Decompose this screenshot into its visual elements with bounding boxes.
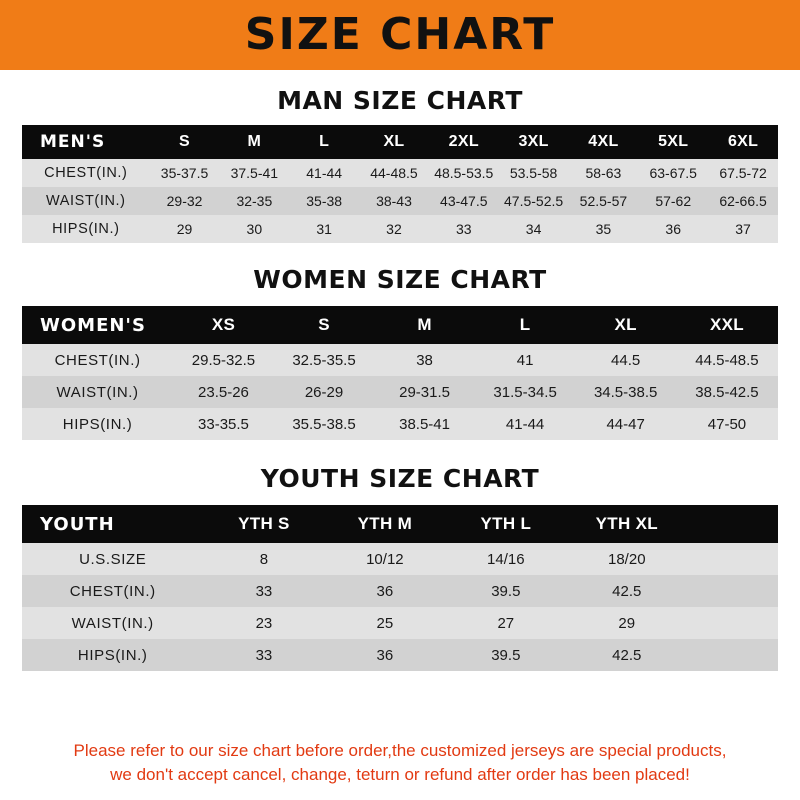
column-header: XS [211, 315, 236, 334]
table-cell: 52.5-57 [579, 193, 628, 209]
table-cell: 33 [255, 582, 273, 600]
table-cell: 31 [316, 221, 332, 237]
table-header-row [22, 306, 778, 344]
table-cell: 39.5 [491, 582, 521, 600]
column-header: 3XL [518, 133, 549, 150]
column-header: WOMEN'S [40, 314, 146, 336]
row-header: CHEST(IN.) [69, 582, 156, 600]
table-row [22, 408, 778, 440]
table-cell: 29 [176, 221, 193, 237]
table-cell: 29 [618, 614, 636, 632]
table-cell: 38.5-41 [399, 415, 450, 433]
youth-size-table [22, 505, 778, 671]
table-cell: 36 [665, 221, 681, 237]
table-cell: 41 [516, 351, 534, 369]
column-header: S [179, 133, 191, 150]
table-cell: 32 [386, 221, 402, 237]
footer-note-line-2: we don't accept cancel, change, teturn or refund after order has been placed! [110, 765, 690, 785]
column-header: YTH XL [595, 514, 658, 533]
table-row [22, 639, 778, 671]
table-cell: 35-38 [306, 193, 343, 209]
column-header: 2XL [448, 133, 479, 150]
table-cell: 67.5-72 [719, 165, 767, 181]
table-cell: 23.5-26 [198, 383, 249, 401]
column-header-spacer [687, 505, 778, 543]
table-cell: 53.5-58 [509, 165, 558, 181]
table-cell: 42.5 [612, 646, 642, 664]
table-cell: 42.5 [612, 582, 642, 600]
column-header: YTH M [357, 514, 413, 533]
table-cell: 23 [255, 614, 273, 632]
footer-note-line-1: Please refer to our size chart before order,the customized jerseys are special products, [73, 740, 727, 760]
table-cell: 44-47 [606, 415, 645, 433]
content-area [0, 70, 800, 800]
column-header: M [247, 133, 262, 150]
column-header: YTH L [480, 514, 532, 533]
page-banner [0, 0, 800, 70]
table-cell: 10/12 [366, 550, 404, 568]
table-cell-spacer [687, 607, 778, 639]
table-header-row [22, 125, 778, 159]
row-header: WAIST(IN.) [71, 614, 154, 632]
table-cell: 39.5 [491, 646, 521, 664]
column-header: XL [383, 133, 405, 150]
table-cell: 57-62 [655, 193, 692, 209]
table-cell: 29.5-32.5 [191, 351, 256, 369]
table-cell: 34 [525, 221, 542, 237]
column-header: 4XL [588, 133, 619, 150]
table-cell: 38 [416, 351, 433, 369]
table-cell-spacer [687, 575, 778, 607]
table-cell: 14/16 [487, 550, 525, 568]
table-cell-spacer [687, 543, 778, 575]
row-header: WAIST(IN.) [56, 383, 139, 401]
table-cell: 32.5-35.5 [292, 351, 356, 369]
table-cell: 27 [497, 614, 515, 632]
row-header: CHEST(IN.) [54, 351, 141, 369]
table-cell: 33 [455, 221, 472, 237]
table-cell-spacer [687, 639, 778, 671]
table-cell: 36 [376, 582, 394, 600]
table-cell: 35-37.5 [160, 165, 209, 181]
table-cell: 29-31.5 [399, 383, 450, 401]
table-cell: 43-47.5 [440, 193, 488, 209]
table-cell: 33-35.5 [198, 415, 249, 433]
table-cell: 30 [246, 221, 263, 237]
column-header: YTH S [238, 514, 290, 533]
table-cell: 63-67.5 [649, 165, 697, 181]
table-cell: 37 [735, 221, 751, 237]
column-header: XXL [709, 315, 744, 334]
column-header: YOUTH [40, 513, 115, 535]
table-cell: 47-50 [707, 415, 747, 433]
table-cell: 32-35 [236, 193, 273, 209]
table-cell: 44.5 [611, 351, 641, 369]
table-cell: 38-43 [376, 193, 412, 209]
row-header: CHEST(IN.) [44, 165, 128, 181]
table-row [22, 215, 778, 243]
row-header: HIPS(IN.) [77, 646, 148, 664]
column-header: L [319, 133, 330, 150]
column-header: 5XL [658, 133, 689, 150]
table-cell: 48.5-53.5 [434, 165, 494, 181]
table-cell: 31.5-34.5 [493, 383, 557, 401]
footer-note [22, 725, 778, 800]
table-cell: 29-32 [166, 193, 203, 209]
row-header: U.S.SIZE [79, 550, 147, 568]
youth-section-title: YOUTH SIZE CHART [260, 464, 540, 493]
table-cell: 18/20 [608, 550, 646, 568]
table-row [22, 159, 778, 187]
row-header: HIPS(IN.) [62, 415, 133, 433]
row-header: WAIST(IN.) [46, 193, 126, 209]
page-title: SIZE CHART [244, 9, 556, 60]
table-row [22, 607, 778, 639]
table-row [22, 575, 778, 607]
table-row [22, 376, 778, 408]
table-cell: 35 [595, 221, 612, 237]
column-header: XL [614, 315, 637, 334]
man-section-title: MAN SIZE CHART [277, 86, 523, 115]
table-cell: 35.5-38.5 [292, 415, 356, 433]
column-header: L [519, 315, 531, 334]
table-cell: 38.5-42.5 [695, 383, 759, 401]
table-row [22, 344, 778, 376]
table-cell: 33 [255, 646, 273, 664]
table-cell: 41-44 [306, 165, 343, 181]
column-header: M [417, 315, 432, 334]
table-cell: 41-44 [505, 415, 545, 433]
women-section-title: WOMEN SIZE CHART [253, 265, 547, 294]
women-size-table [22, 306, 778, 440]
table-cell: 37.5-41 [230, 165, 279, 181]
row-header: HIPS(IN.) [52, 221, 120, 237]
column-header: MEN'S [40, 132, 106, 152]
table-cell: 8 [259, 550, 269, 568]
table-cell: 34.5-38.5 [593, 383, 658, 401]
table-cell: 26-29 [304, 383, 344, 401]
column-header: S [318, 315, 330, 334]
man-size-table [22, 125, 778, 243]
table-cell: 62-66.5 [719, 193, 767, 209]
table-row [22, 187, 778, 215]
table-cell: 47.5-52.5 [504, 193, 564, 209]
table-cell: 36 [376, 646, 394, 664]
table-cell: 44-48.5 [370, 165, 418, 181]
table-cell: 25 [376, 614, 394, 632]
table-row [22, 543, 778, 575]
table-cell: 44.5-48.5 [695, 351, 759, 369]
column-header: 6XL [727, 133, 759, 150]
table-header-row [22, 505, 778, 543]
table-cell: 58-63 [585, 165, 622, 181]
